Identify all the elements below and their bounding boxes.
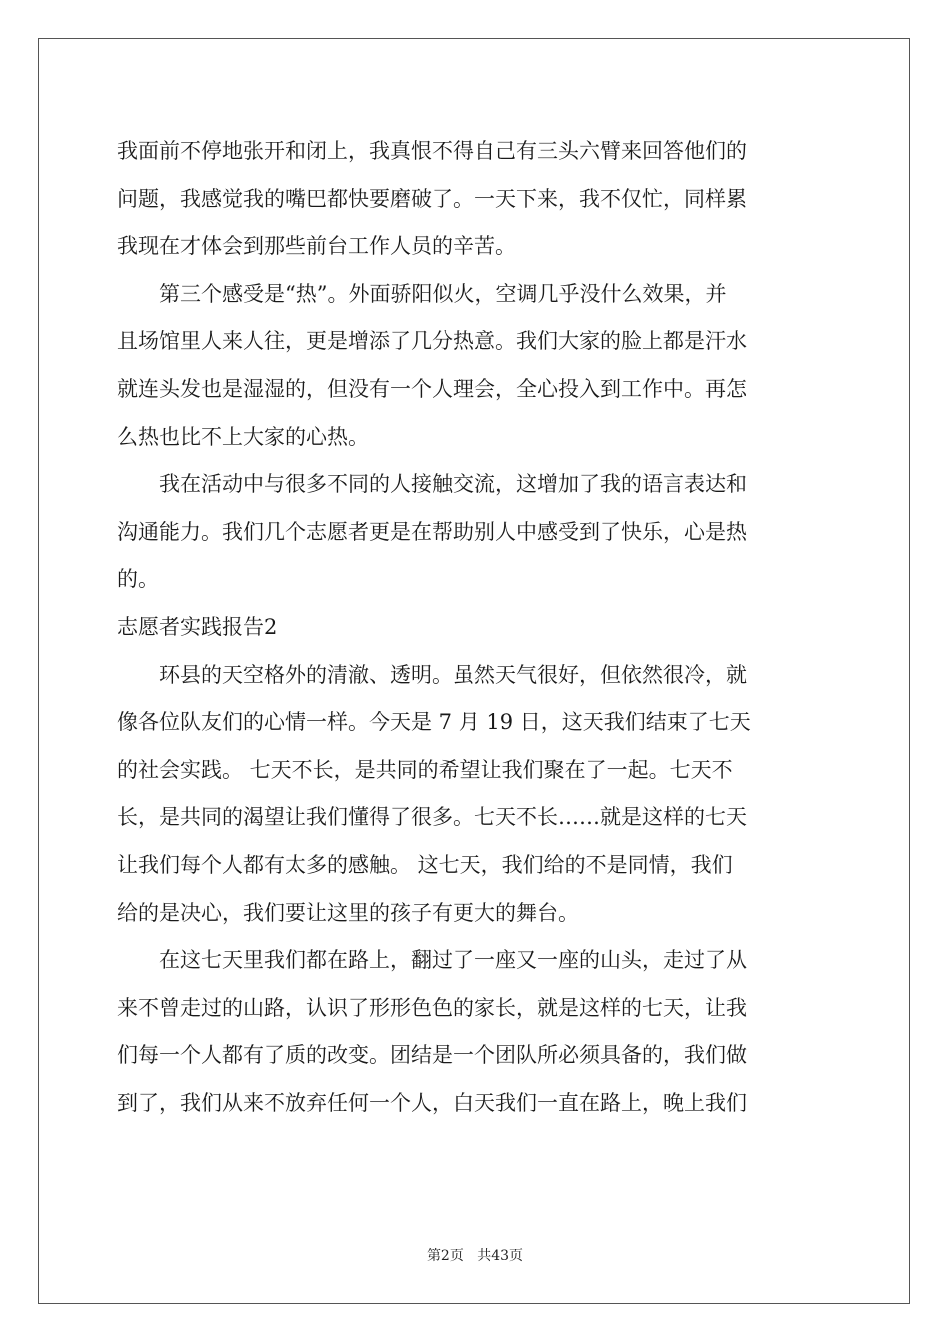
text-line: 问题，我感觉我的嘴巴都快要磨破了。一天下来，我不仅忙，同样累 bbox=[117, 186, 747, 211]
text-line: 环县的天空格外的清澈、透明。虽然天气很好，但依然很冷，就 bbox=[117, 662, 747, 687]
text-line: 第三个感受是“热”。外面骄阳似火，空调几乎没什么效果，并 bbox=[117, 281, 727, 306]
text-line: 就连头发也是湿湿的，但没有一个人理会，全心投入到工作中。再怎 bbox=[117, 376, 747, 401]
text-line: 到了，我们从来不放弃任何一个人，白天我们一直在路上，晚上我们 bbox=[117, 1090, 747, 1115]
text-line: 且场馆里人来人往，更是增添了几分热意。我们大家的脸上都是汗水 bbox=[117, 329, 747, 354]
page-number: 第2页 bbox=[426, 1248, 464, 1264]
section-heading: 志愿者实践报告2 bbox=[117, 614, 278, 639]
text-line: 的社会实践。 七天不长，是共同的希望让我们聚在了一起。七天不 bbox=[117, 757, 733, 782]
text-line: 来不曾走过的山路，认识了形形色色的家长，就是这样的七天，让我 bbox=[117, 995, 747, 1020]
text-line: 的。 bbox=[117, 567, 159, 592]
text-line: 我在活动中与很多不同的人接触交流，这增加了我的语言表达和 bbox=[117, 472, 747, 497]
text-line: 让我们每个人都有太多的感触。 这七天，我们给的不是同情，我们 bbox=[117, 852, 733, 877]
text-line: 像各位队友们的心情一样。今天是 7 月 19 日，这天我们结束了七天 bbox=[117, 710, 751, 735]
text-line: 给的是决心，我们要让这里的孩子有更大的舞台。 bbox=[117, 900, 579, 925]
page-total: 共43页 bbox=[477, 1248, 524, 1264]
text-line: 沟通能力。我们几个志愿者更是在帮助别人中感受到了快乐，心是热 bbox=[117, 519, 747, 544]
text-line: 在这七天里我们都在路上，翻过了一座又一座的山头，走过了从 bbox=[117, 948, 747, 973]
page-footer bbox=[0, 1245, 950, 1265]
text-line: 我现在才体会到那些前台工作人员的辛苦。 bbox=[117, 234, 516, 259]
text-line: 长，是共同的渴望让我们懂得了很多。七天不长……就是这样的七天 bbox=[117, 805, 747, 830]
text-line: 们每一个人都有了质的改变。团结是一个团队所必须具备的，我们做 bbox=[117, 1043, 747, 1068]
text-line: 么热也比不上大家的心热。 bbox=[117, 424, 369, 449]
text-line: 我面前不停地张开和闭上，我真恨不得自己有三头六臂来回答他们的 bbox=[117, 139, 747, 163]
document-body bbox=[117, 128, 837, 1127]
